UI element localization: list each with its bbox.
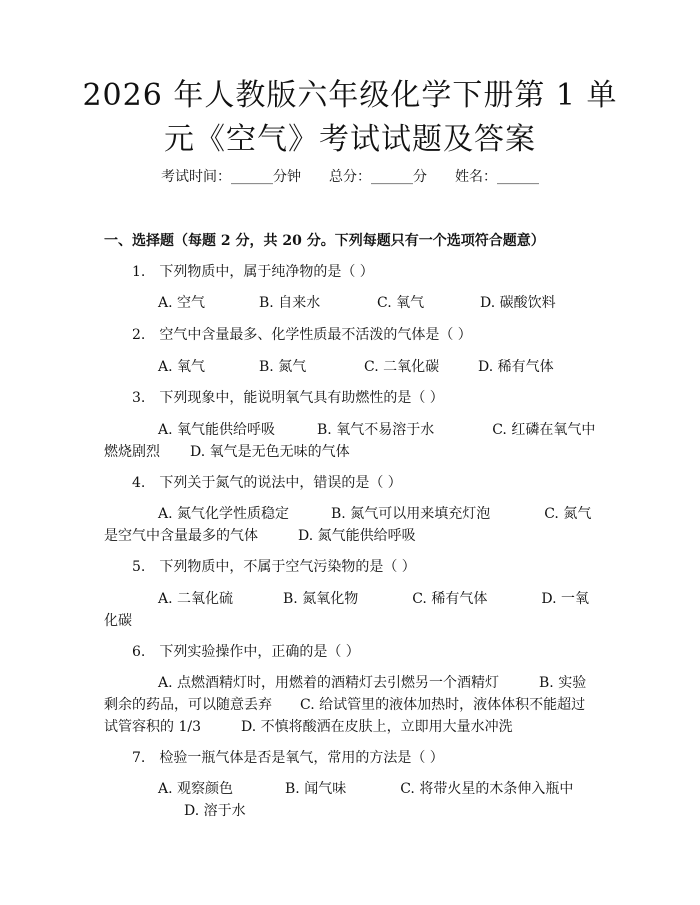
option-c: C. 给试管里的液体加热时，液体体积不能超过试管容积的 1/3 (104, 697, 586, 735)
question-stem: 6. 下列实验操作中，正确的是（ ） (132, 644, 360, 660)
option-b: B. 自来水 (259, 295, 321, 311)
option-d: D. 氧气是无色无味的气体 (190, 444, 350, 460)
question-stem: 5. 下列物质中，不属于空气污染物的是（ ） (132, 559, 416, 575)
question-stem: 2. 空气中含量最多、化学性质最不活泼的气体是（ ） (132, 327, 472, 343)
option-d: D. 一氧化碳 (104, 591, 589, 629)
section-heading: 一、选择题（每题 2 分，共 20 分。下列每题只有一个选项符合题意） (104, 233, 545, 249)
options-block (104, 672, 596, 738)
option-a: A. 氧气 (158, 359, 206, 375)
options-block (104, 419, 596, 463)
option-d: D. 稀有气体 (478, 359, 554, 375)
exam-info-line (0, 166, 700, 186)
option-b: B. 氮气 (259, 359, 307, 375)
option-a: A. 空气 (158, 295, 206, 311)
option-d: D. 溶于水 (184, 803, 246, 819)
question-stem: 3. 下列现象中，能说明氧气具有助燃性的是（ ） (132, 390, 444, 406)
option-c: C. 氧气 (377, 295, 425, 311)
option-b: B. 氮气可以用来填充灯泡 (331, 506, 491, 522)
option-d: D. 氮气能供给呼吸 (298, 528, 416, 544)
option-c: C. 将带火星的木条伸入瓶中 (400, 781, 574, 797)
options-block (104, 778, 596, 822)
option-c: C. 红磷在氧气中燃烧剧烈 (104, 422, 596, 460)
option-a: A. 二氧化硫 (158, 591, 234, 607)
option-a: A. 氮气化学性质稳定 (158, 506, 290, 522)
option-a: A. 观察颜色 (158, 781, 234, 797)
option-a: A. 点燃酒精灯时，用燃着的酒精灯去引燃另一个酒精灯 (158, 675, 500, 691)
option-b: B. 闻气味 (285, 781, 347, 797)
options-block (104, 588, 596, 632)
option-a: A. 氧气能供给呼吸 (158, 422, 276, 438)
question-stem: 1. 下列物质中，属于纯净物的是（ ） (132, 264, 374, 280)
option-d: D. 不慎将酸洒在皮肤上，立即用大量水冲洗 (240, 719, 513, 735)
option-c: C. 稀有气体 (412, 591, 488, 607)
question-stem: 4. 下列关于氮气的说法中，错误的是（ ） (132, 475, 402, 491)
exam-title: 2026 年人教版六年级化学下册第 1 单元《空气》考试试题及答案 (82, 78, 618, 157)
option-c: C. 二氧化碳 (364, 359, 440, 375)
option-c: C. 氮气是空气中含量最多的气体 (104, 506, 592, 544)
options-block (104, 503, 596, 547)
option-b: B. 实验剩余的药品，可以随意丢弃 (104, 675, 587, 713)
option-b: B. 氮氧化物 (283, 591, 359, 607)
exam-time: 考试时间：______分钟 (161, 169, 301, 185)
student-name: 姓名：______ (455, 169, 539, 185)
question-stem: 7. 检验一瓶气体是否是氧气，常用的方法是（ ） (132, 750, 444, 766)
option-b: B. 氧气不易溶于水 (317, 422, 435, 438)
total-score: 总分：______分 (329, 169, 427, 185)
option-d: D. 碳酸饮料 (480, 295, 556, 311)
